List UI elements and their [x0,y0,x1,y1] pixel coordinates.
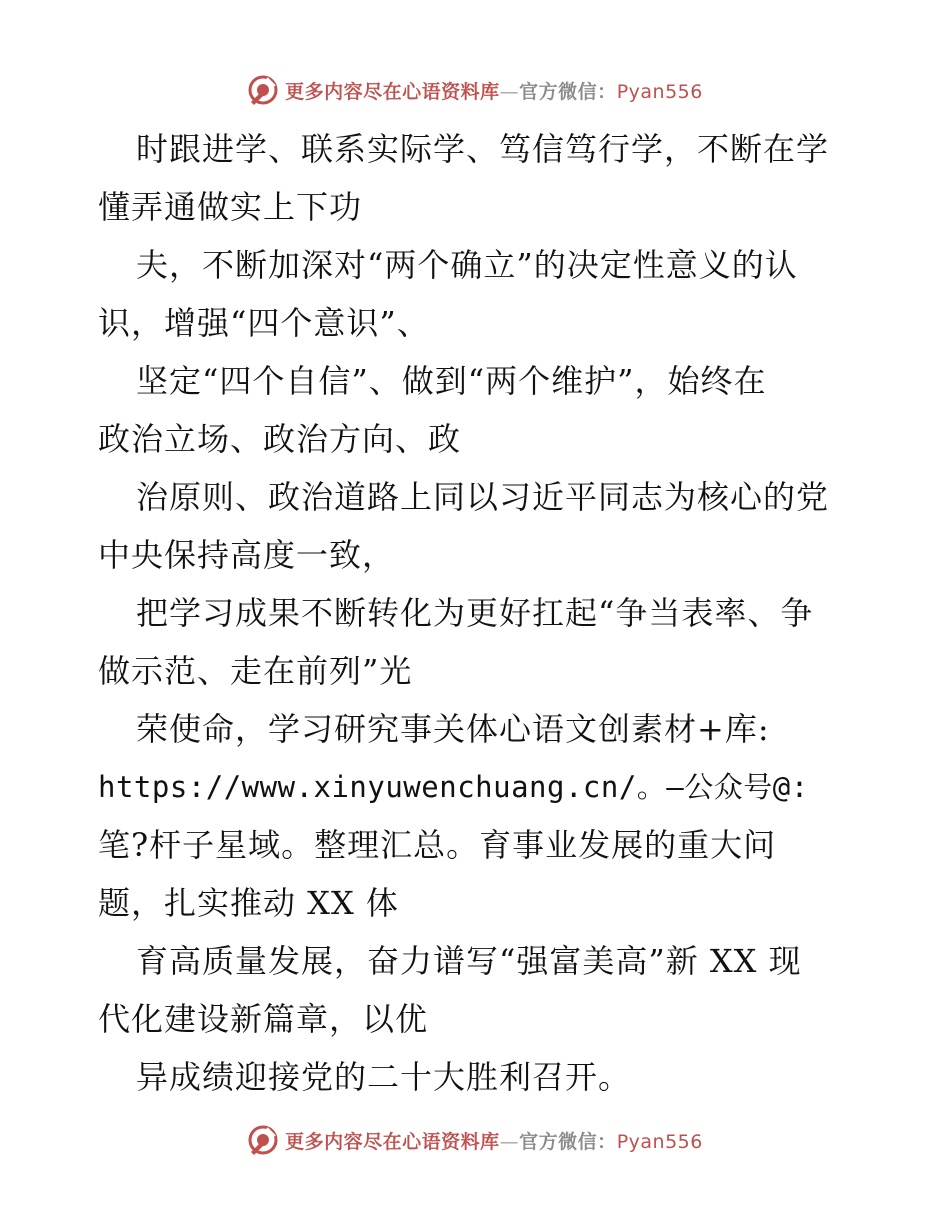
document-body [98,120,858,1106]
paragraph-line: 坚定“四个自信”、做到“两个维护”，始终在 [136,362,767,400]
paragraph-line: 把学习成果不断转化为更好扛起“争当表率、争 [136,594,814,632]
paragraph-line: 题，扎实推动 XX 体 [98,884,399,922]
url-line: https://www.xinyuwenchuang.cn/。—公众号@: [98,770,809,804]
pen-circle-logo-icon [247,1124,279,1156]
paragraph-line: 政治立场、政治方向、政 [98,420,462,458]
paragraph-line: 做示范、走在前列”光 [98,652,413,690]
header-banner-inner [247,74,703,106]
footer-banner-separator: — [499,1130,520,1153]
footer-banner-inner [247,1124,703,1156]
footer-banner-text [285,1127,703,1154]
paragraph-line: 荣使命，学习研究事关体心语文创素材+库: [136,710,770,748]
paragraph-line: 夫，不断加深对“两个确立”的决定性意义的认 [136,246,798,284]
header-banner [0,70,950,110]
footer-banner [0,1120,950,1160]
paragraph-line: 笔?杆子星域。整理汇总。育事业发展的重大问 [98,826,777,864]
header-banner-main: 更多内容尽在心语资料库 [285,80,500,103]
header-banner-separator: — [499,80,520,103]
pen-circle-logo-icon [247,74,279,106]
paragraph-line: 代化建设新篇章，以优 [98,1000,429,1038]
footer-banner-main: 更多内容尽在心语资料库 [285,1130,500,1153]
header-banner-handle: Pyan556 [616,80,703,103]
header-banner-official-label: 官方微信： [519,80,617,103]
paragraph-line: 异成绩迎接党的二十大胜利召开。 [136,1058,632,1096]
paragraph-line: 中央保持高度一致， [98,536,396,574]
paragraph-line: 懂弄通做实上下功 [98,188,363,226]
paragraph-line: 时跟进学、联系实际学、笃信笃行学，不断在学 [136,130,830,168]
header-banner-text [285,77,703,104]
paragraph-line: 识，增强“四个意识”、 [98,304,430,342]
footer-banner-handle: Pyan556 [616,1130,703,1153]
paragraph-line: 治原则、政治道路上同以习近平同志为核心的党 [136,478,830,516]
paragraph-line: 育高质量发展，奋力谱写“强富美高”新 XX 现 [136,942,802,980]
footer-banner-official-label: 官方微信： [519,1130,617,1153]
